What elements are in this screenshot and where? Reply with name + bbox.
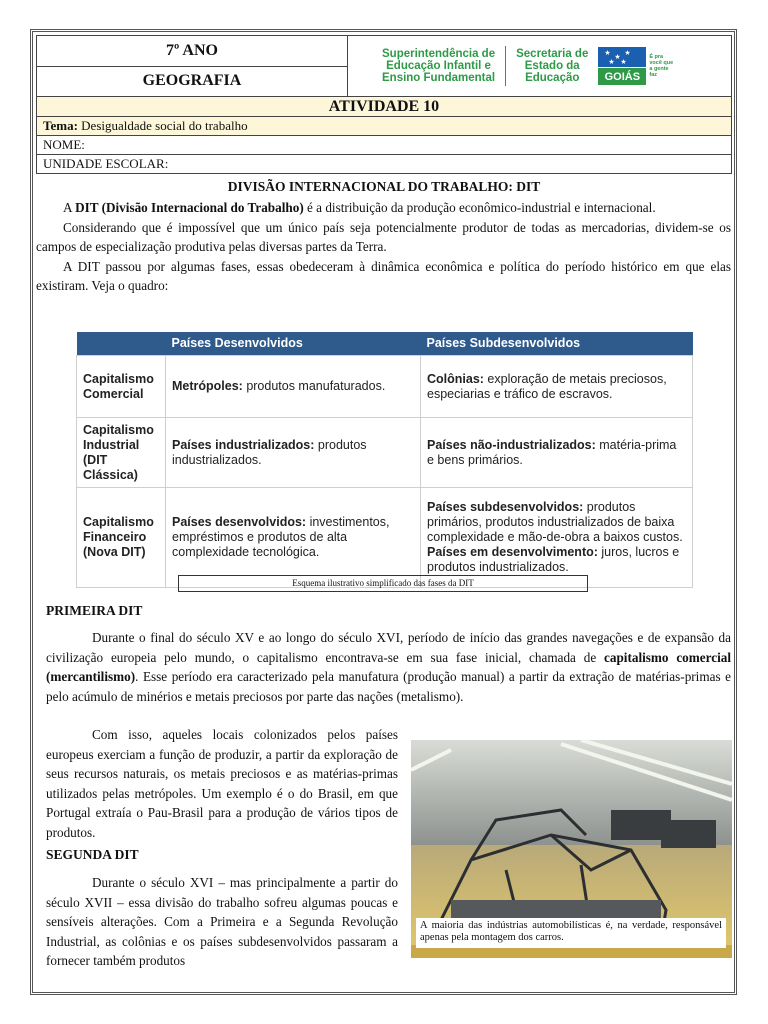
nome-field[interactable]: NOME:: [36, 136, 732, 155]
developed-cell: Países industrializados: produtos industrializados.: [166, 418, 421, 488]
table-row: [77, 488, 693, 588]
goias-tagline: É pra você que a gente faz: [649, 54, 674, 78]
superintendencia-logo: Superintendência de Educação Infantil e Ensino Fundamental: [382, 48, 496, 84]
section-title-primeira-dit: PRIMEIRA DIT: [46, 603, 143, 618]
underdeveloped-cell: Colônias: exploração de metais preciosos, especiarias e tráfico de escravos.: [421, 356, 693, 418]
segunda-paragraph-1: Durante o século XVI – mas principalmente a partir do século XVII – essa divisão do trabalho sofreu algumas poucas e sensíveis alterações. Com a Primeira e a Segunda Revolução Industrial, as colônias e os países subdesenvolvidos passaram a fornecer também produtos: [46, 875, 398, 968]
developed-cell: Metrópoles: produtos manufaturados.: [166, 356, 421, 418]
activity-title: ATIVIDADE 10: [36, 97, 732, 117]
dit-phases-table: [76, 332, 693, 588]
photo-caption: A maioria das indústrias automobilísticas é, na verdade, responsável apenas pela montagem dos carros.: [416, 918, 726, 948]
header-left: [37, 36, 348, 96]
grade-label: 7º ANO: [37, 36, 347, 67]
table-row: [77, 356, 693, 418]
phase-cell: Capitalismo Comercial: [77, 356, 166, 418]
table-header-row: [77, 332, 693, 356]
underdeveloped-cell: Países subdesenvolvidos: produtos primários, produtos industrializados de baixa complexidade e mão-de-obra a baixos custos. Países em desenvolvimento: juros, lucros e produtos industrializados.: [421, 488, 693, 588]
primeira-paragraph-1: Durante o final do século XV e ao longo do século XVI, período de início das grandes navegações e de expansão da civilização europeia pelo mundo, o capitalismo encontrava-se em sua fase inicial, chamada de capitalismo comercial (mercantilismo). Esse período era caracterizado pela manufatura (produção manual) a partir da extração de matérias-primas e pelo acúmulo de minérios e metais preciosos por parte das nações (metalismo).: [46, 630, 731, 704]
primeira-paragraph-1-block: [46, 628, 732, 706]
section-title-dit: DIVISÃO INTERNACIONAL DO TRABALHO: DIT: [227, 179, 541, 194]
goias-logo: [598, 47, 673, 85]
table-header: Países Desenvolvidos: [166, 332, 421, 356]
primeira-paragraph-2-block: [46, 725, 399, 842]
developed-cell: Países desenvolvidos: investimentos, empréstimos e produtos de alta complexidade tecnológica.: [166, 488, 421, 588]
header-logos: [348, 36, 731, 96]
unidade-escolar-field[interactable]: UNIDADE ESCOLAR:: [36, 155, 732, 174]
secretaria-logo: Secretaria de Estado da Educação: [516, 48, 589, 84]
document-content: [36, 35, 732, 968]
intro-paragraph-2: Considerando que é impossível que um único país seja potencialmente produtor de todas as mercadorias, dividem-se os campos de especialização produtiva pelas diversas partes da Terra.: [36, 219, 731, 254]
segunda-paragraph-block: [46, 873, 399, 971]
intro-paragraph-3: A DIT passou por algumas fases, essas obedeceram à dinâmica econômica e política do período histórico em que elas existiram. Veja o quadro:: [36, 258, 731, 293]
subject-label: GEOGRAFIA: [142, 72, 242, 90]
header-block: [36, 35, 732, 97]
intro-paragraph-1: A DIT (Divisão Internacional do Trabalho) é a distribuição da produção econômico-industrial e internacional.: [63, 200, 656, 215]
primeira-paragraph-2: Com isso, aqueles locais colonizados pelos países europeus exerciam a função de produzir, a partir da exploração de seus recursos naturais, os metais preciosos e as matérias-primas utilizados pelas metrópoles. Um exemplo é o do Brasil, em que Portugal extraía o Pau-Brasil para a produção de vários tipos de produtos.: [46, 727, 398, 840]
underdeveloped-cell: Países não-industrializados: matéria-prima e bens primários.: [421, 418, 693, 488]
tema-row: Tema: Desigualdade social do trabalho: [36, 117, 732, 136]
table-caption: Esquema ilustrativo simplificado das fases da DIT: [178, 575, 588, 592]
table-row: [77, 418, 693, 488]
table-header: Países Subdesenvolvidos: [421, 332, 693, 356]
phase-cell: Capitalismo Financeiro (Nova DIT): [77, 488, 166, 588]
logo-divider: [505, 46, 506, 86]
table-header: [77, 332, 166, 356]
phase-cell: Capitalismo Industrial (DIT Clássica): [77, 418, 166, 488]
goias-wordmark: GOIÁS: [598, 68, 646, 85]
section-title-segunda-dit: SEGUNDA DIT: [46, 847, 139, 862]
goias-flag-icon: ★ ★ ★ ★ ★: [598, 47, 646, 67]
